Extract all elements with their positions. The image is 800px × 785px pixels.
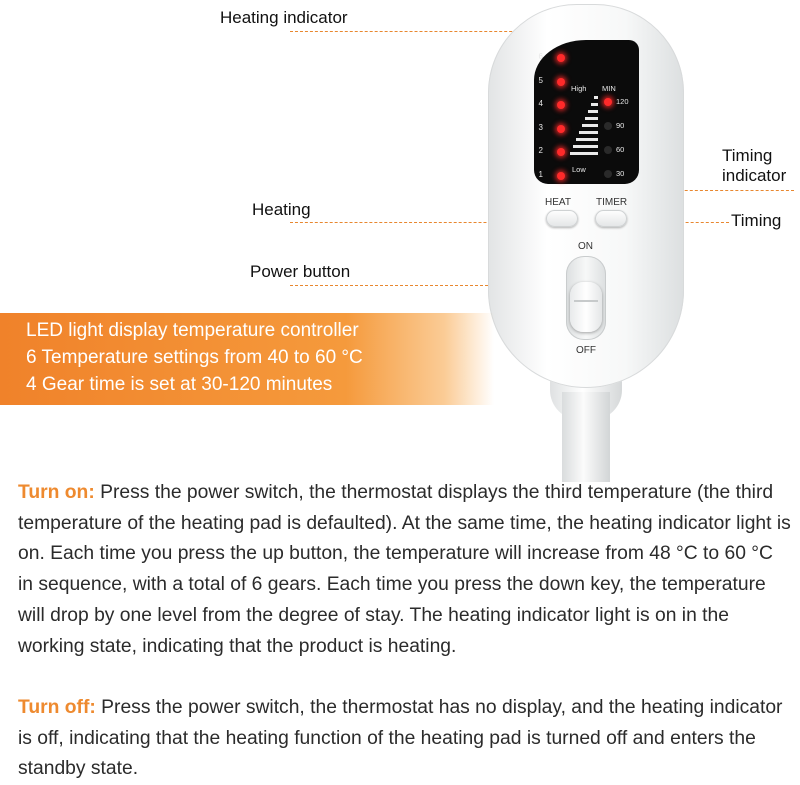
heating-level-led [557, 125, 565, 133]
turn-off-text: Press the power switch, the thermostat has no display, and the heating indicator is off, indicating that the heating function of the heating pad is turned off and enters the standby state. [18, 697, 783, 780]
timer-minutes-label: 60 [616, 145, 625, 154]
level-number: 5 [538, 75, 543, 85]
level-number: 4 [538, 99, 543, 108]
turn-on-paragraph [18, 478, 793, 662]
timing-indicator-callout-line2: indicator [722, 166, 787, 185]
banner-line-3: 4 Gear time is set at 30-120 minutes [26, 374, 333, 395]
heat-button-label: HEAT [545, 197, 571, 208]
turn-off-paragraph [18, 693, 793, 785]
level-number: 3 [538, 122, 543, 132]
heating-level-led [557, 101, 565, 109]
power-switch-groove [574, 300, 598, 302]
turn-off-label: Turn off: [18, 697, 96, 718]
heating-level-led [557, 78, 565, 86]
heating-level-led [557, 148, 565, 156]
heating-indicator-callout: Heating indicator [220, 8, 348, 27]
temperature-ramp-graphic [570, 96, 598, 160]
banner-line-1: LED light display temperature controller [26, 320, 359, 341]
level-number: 2 [538, 146, 543, 155]
level-number: 1 [538, 169, 543, 179]
timing-indicator-callout-line1: Timing [722, 146, 773, 165]
min-label: MIN [602, 84, 616, 93]
timer-minutes-label: 120 [616, 97, 629, 106]
timer-led [604, 170, 612, 178]
timer-led [604, 98, 612, 106]
power-button-callout: Power button [250, 262, 351, 281]
timer-led [604, 146, 612, 154]
off-label: OFF [576, 345, 596, 356]
high-label: High [571, 84, 587, 93]
level-number: 6 [538, 52, 543, 61]
timing-callout: Timing [731, 211, 782, 230]
heating-callout: Heating [252, 200, 311, 219]
heating-level-led [557, 54, 565, 62]
banner-line-2: 6 Temperature settings from 40 to 60 °C [26, 347, 363, 368]
turn-on-text: Press the power switch, the thermostat displays the third temperature (the third temperature of the heating pad is defaulted). At the same time, the heating indicator light is on. Each time you press the up button, the temperature will increase from 48 °C to 60 °C in sequence, with a total of 6 gears. Each time you press the down key, the temperature will drop by one level from the degree of stay. The heating indicator light is on in the working state, indicating that the product is heating. [18, 482, 791, 657]
timer-minutes-label: 90 [616, 121, 625, 130]
feature-banner [0, 313, 494, 405]
heating-level-led [557, 172, 565, 180]
turn-on-label: Turn on: [18, 482, 95, 503]
timer-button-label: TIMER [596, 197, 628, 208]
timer-minutes-label: 30 [616, 169, 625, 178]
on-label: ON [578, 241, 593, 252]
timer-led [604, 122, 612, 130]
timer-button[interactable] [595, 210, 627, 227]
low-label: Low [572, 165, 586, 174]
power-switch[interactable] [570, 282, 602, 332]
power-cable [562, 392, 610, 482]
heat-button[interactable] [546, 210, 578, 227]
